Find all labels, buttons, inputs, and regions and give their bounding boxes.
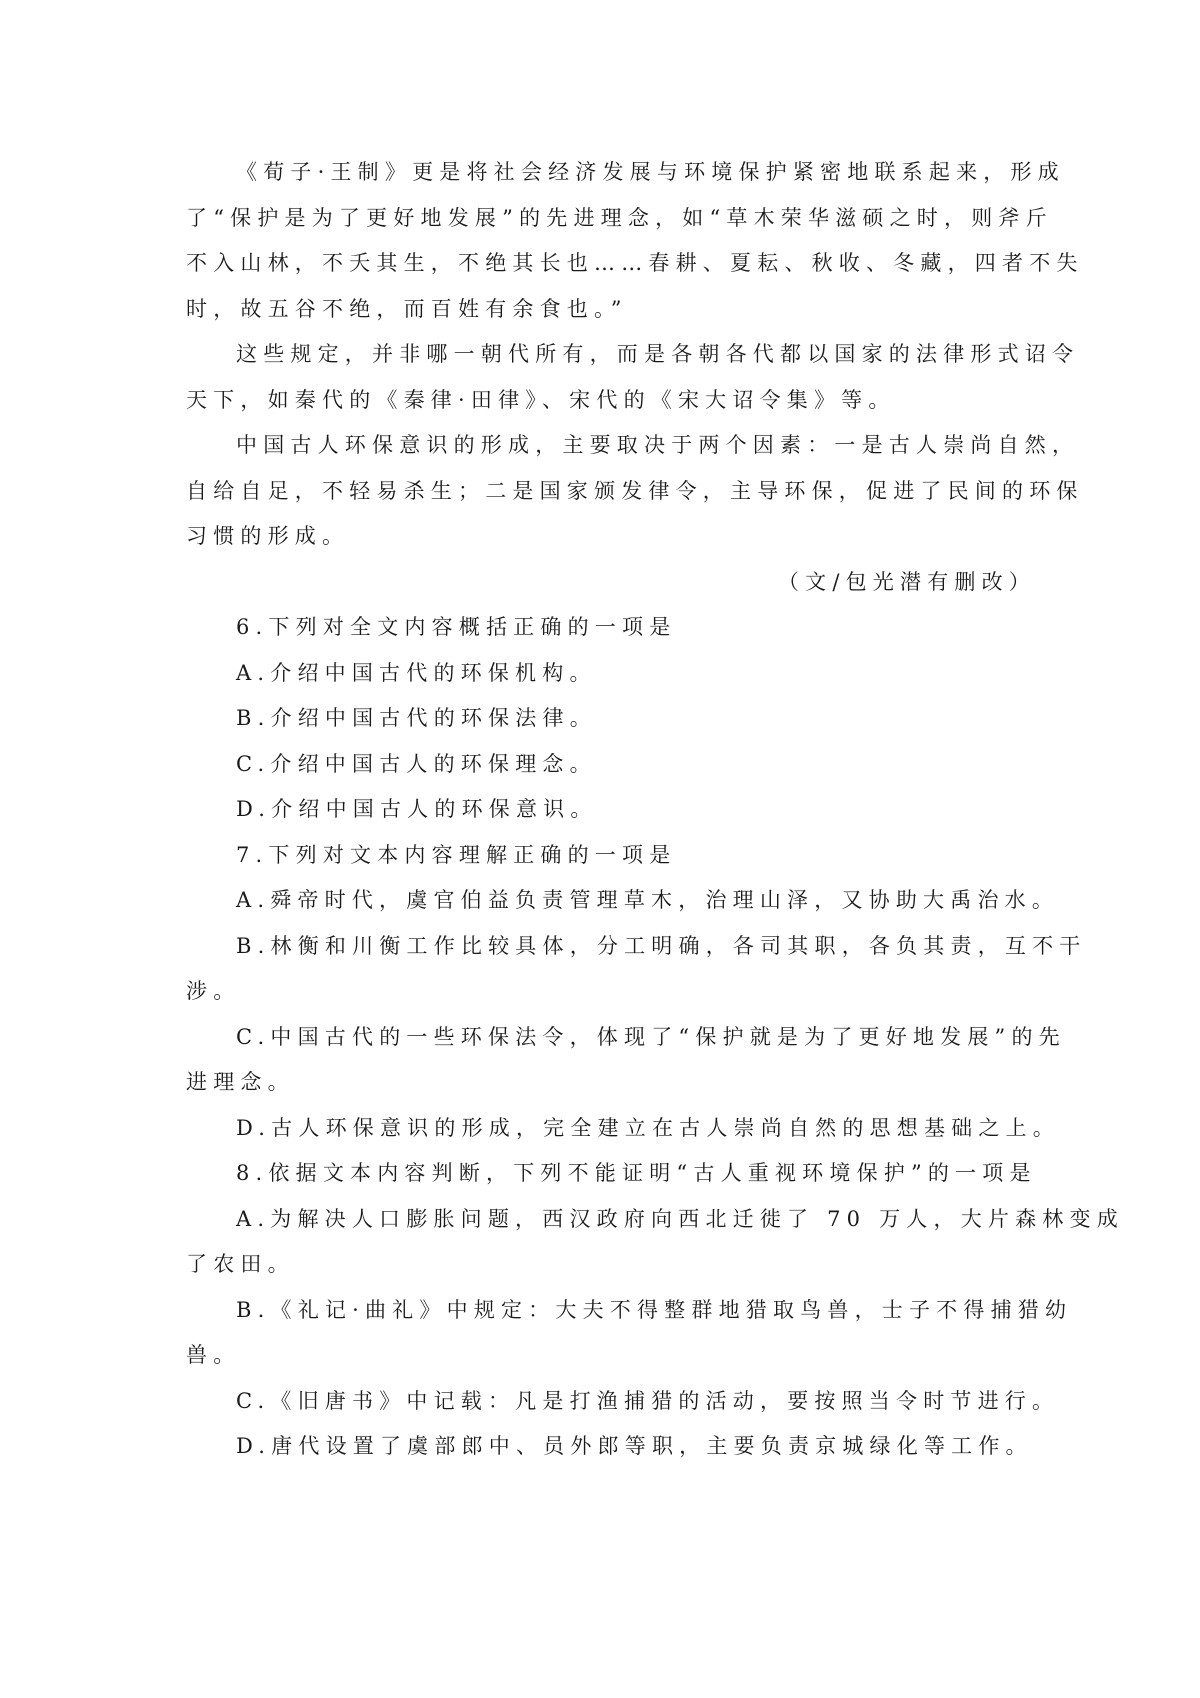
option-d: D.唐代设置了虞部郎中、员外郎等职，主要负责京城绿化等工作。 xyxy=(236,1434,1033,1458)
text-line: 中国古人环保意识的形成，主要取决于两个因素：一是古人崇尚自然， xyxy=(236,433,1080,457)
question-stem: 7.下列对文本内容理解正确的一项是 xyxy=(236,842,677,867)
text-line: 《荀子·王制》更是将社会经济发展与环境保护紧密地联系起来，形成 xyxy=(236,160,1065,184)
option-d: D.介绍中国古人的环保意识。 xyxy=(236,797,598,821)
question-6 xyxy=(186,605,1036,833)
text-line: 时，故五谷不绝，而百姓有余食也。” xyxy=(186,296,628,321)
question-stem: 6.下列对全文内容概括正确的一项是 xyxy=(236,615,677,639)
question-8 xyxy=(186,1151,1124,1470)
text-line: 天下，如秦代的《秦律·田律》、宋代的《宋大诏令集》等。 xyxy=(186,387,896,412)
text-line: 自给自足，不轻易杀生；二是国家颁发律令，主导环保，促进了民间的环保 xyxy=(186,478,1084,503)
text-line: 不入山林，不夭其生，不绝其长也……春耕、夏耘、秋收、冬藏，四者不失 xyxy=(186,251,1084,275)
option-d: D.古人环保意识的形成，完全建立在古人崇尚自然的思想基础之上。 xyxy=(236,1115,1060,1140)
passage-paragraph-2 xyxy=(186,332,1080,423)
option-b: B.《礼记·曲礼》中规定：大夫不得整群地猎取鸟兽，士子不得捕猎幼 xyxy=(236,1297,1073,1322)
passage-paragraph-3 xyxy=(186,423,1084,560)
option-b-continued: 兽。 xyxy=(186,1343,241,1367)
passage-paragraph-1 xyxy=(186,150,1084,332)
option-c: C.介绍中国古人的环保理念。 xyxy=(236,751,597,776)
option-a-continued: 了农田。 xyxy=(186,1252,295,1276)
option-a: A.介绍中国古代的环保机构。 xyxy=(236,660,597,685)
text-line: 了“保护是为了更好地发展”的先进理念，如“草木荣华滋硕之时，则斧斤 xyxy=(186,205,1053,230)
question-7 xyxy=(186,833,1087,1152)
source-attribution: （文/包光潜有删改） xyxy=(777,569,1036,594)
text-line: 习惯的形成。 xyxy=(186,524,350,548)
option-a: A.为解决人口膨胀问题，西汉政府向西北迁徙了 70 万人，大片森林变成 xyxy=(236,1206,1124,1231)
text-line: 这些规定，并非哪一朝代所有，而是各朝各代都以国家的法律形式诏令 xyxy=(236,342,1080,366)
question-stem: 8.依据文本内容判断，下列不能证明“古人重视环境保护”的一项是 xyxy=(236,1161,1037,1185)
option-b-continued: 涉。 xyxy=(186,979,241,1003)
document-body xyxy=(186,150,1124,1470)
option-c: C.《旧唐书》中记载：凡是打渔捕猎的活动，要按照当令时节进行。 xyxy=(236,1388,1060,1413)
option-b: B.林衡和川衡工作比较具体，分工明确，各司其职，各负其责，互不干 xyxy=(236,933,1087,958)
option-a: A.舜帝时代，虞官伯益负责管理草木，治理山泽，又协助大禹治水。 xyxy=(236,888,1060,912)
option-b: B.介绍中国古代的环保法律。 xyxy=(236,706,597,730)
option-c-continued: 进理念。 xyxy=(186,1070,295,1094)
option-c: C.中国古代的一些环保法令，体现了“保护就是为了更好地发展”的先 xyxy=(236,1024,1066,1049)
